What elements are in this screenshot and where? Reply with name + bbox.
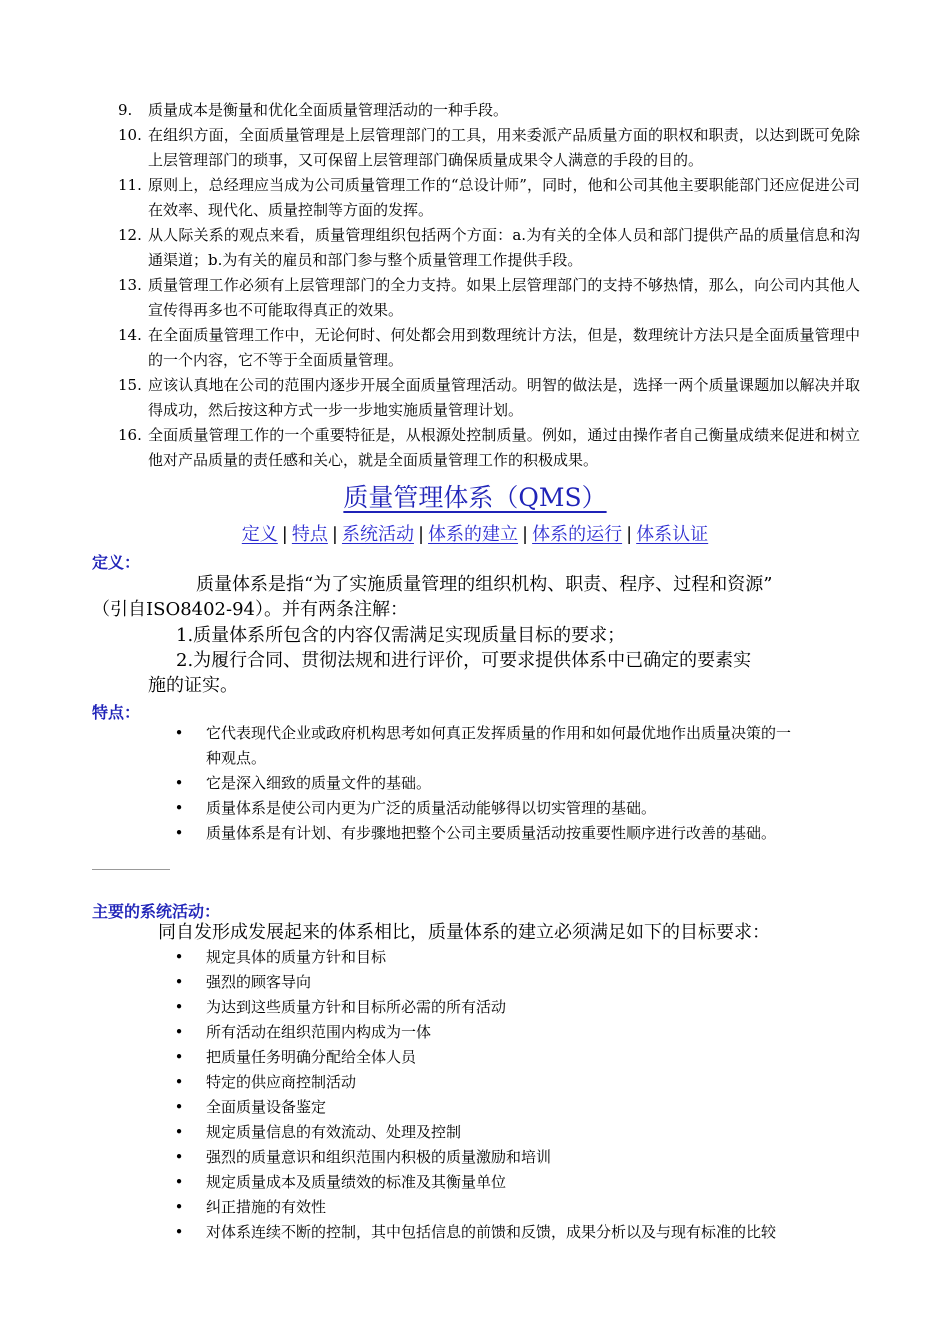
bullet-icon: •: [174, 1223, 184, 1241]
activities-intro: 同自发形成发展起来的体系相比，质量体系的建立必须满足如下的目标要求：: [158, 922, 770, 943]
definition-intro-line1: 质量体系是指“为了实施质量管理的组织机构、职责、程序、过程和资源”: [196, 574, 773, 595]
nav-link-features[interactable]: 特点: [291, 524, 328, 545]
definition-note-2-line1: 2.为履行合同、贯彻法规和进行评价，可要求提供体系中已确定的要素实: [176, 650, 752, 671]
bullet-icon: •: [174, 799, 184, 817]
features-list: [0, 721, 950, 846]
definition-note-1: 1.质量体系所包含的内容仅需满足实现质量目标的要求；: [176, 625, 626, 646]
list-item: 15. 应该认真地在公司的范围内逐步开展全面质量管理活动。明智的做法是，选择一两个质量课题加以解决并取得成功，然后按这种方式一步一步地实施质量管理计划。: [118, 376, 860, 419]
list-item: 10. 在组织方面，全面质量管理是上层管理部门的工具，用来委派产品质量方面的职权和职责，以达到既可免除上层管理部门的琐事，又可保留上层管理部门确保质量成果令人满意的手段的目的。: [118, 126, 860, 169]
bullet-icon: •: [174, 1198, 184, 1216]
bullet-icon: •: [174, 1048, 184, 1066]
bullet-icon: •: [174, 1098, 184, 1116]
bullet-icon: •: [174, 973, 184, 991]
list-item: • 规定质量信息的有效流动、处理及控制: [206, 1120, 804, 1145]
nav-link-operation[interactable]: 体系的运行: [532, 524, 623, 545]
list-item: 14. 在全面质量管理工作中，无论何时、何处都会用到数理统计方法，但是，数理统计方法只是全面质量管理中的一个内容，它不等于全面质量管理。: [118, 326, 860, 369]
bullet-icon: •: [174, 1123, 184, 1141]
nav-link-certification[interactable]: 体系认证: [636, 524, 709, 545]
definition-note-2-line2: 施的证实。: [148, 675, 238, 696]
divider: [92, 869, 170, 870]
list-item: • 它是深入细致的质量文件的基础。: [206, 771, 804, 796]
list-item: • 特定的供应商控制活动: [206, 1070, 804, 1095]
list-item: • 为达到这些质量方针和目标所必需的所有活动: [206, 995, 804, 1020]
activities-list: [0, 945, 950, 1245]
list-item: • 强烈的质量意识和组织范围内积极的质量激励和培训: [206, 1145, 804, 1170]
features-heading: 特点：: [92, 703, 141, 722]
list-item: • 规定具体的质量方针和目标: [206, 945, 804, 970]
list-item: • 质量体系是有计划、有步骤地把整个公司主要质量活动按重要性顺序进行改善的基础。: [206, 821, 804, 846]
list-item: • 纠正措施的有效性: [206, 1195, 804, 1220]
list-item: • 所有活动在组织范围内构成为一体: [206, 1020, 804, 1045]
list-item: • 质量体系是使公司内更为广泛的质量活动能够得以切实管理的基础。: [206, 796, 804, 821]
list-item: 16. 全面质量管理工作的一个重要特征是，从根源处控制质量。例如，通过由操作者自己衡量成绩来促进和树立他对产品质量的责任感和关心，就是全面质量管理工作的积极成果。: [118, 426, 860, 469]
section-nav: 定义 | 特点 | 系统活动 | 体系的建立 | 体系的运行 | 体系认证: [241, 524, 709, 545]
list-item: 12. 从人际关系的观点来看，质量管理组织包括两个方面：a.为有关的全体人员和部门提供产品的质量信息和沟通渠道；b.为有关的雇员和部门参与整个质量管理工作提供手段。: [118, 226, 860, 269]
qms-section-title: 质量管理体系（QMS）: [343, 483, 607, 512]
nav-link-establishment[interactable]: 体系的建立: [428, 524, 519, 545]
bullet-icon: •: [174, 1148, 184, 1166]
bullet-icon: •: [174, 998, 184, 1016]
list-item: • 对体系连续不断的控制，其中包括信息的前馈和反馈，成果分析以及与现有标准的比较: [206, 1220, 804, 1245]
list-item: 13. 质量管理工作必须有上层管理部门的全力支持。如果上层管理部门的支持不够热情，那么，向公司内其他人宣传得再多也不可能取得真正的效果。: [118, 276, 860, 319]
bullet-icon: •: [174, 724, 184, 742]
nav-link-definition[interactable]: 定义: [241, 524, 278, 545]
activities-heading: 主要的系统活动：: [92, 902, 221, 921]
bullet-icon: •: [174, 1023, 184, 1041]
list-item: • 规定质量成本及质量绩效的标准及其衡量单位: [206, 1170, 804, 1195]
list-item: • 强烈的顾客导向: [206, 970, 804, 995]
list-item: • 它代表现代企业或政府机构思考如何真正发挥质量的作用和如何最优地作出质量决策的一种观点。: [206, 721, 804, 771]
bullet-icon: •: [174, 774, 184, 792]
bullet-icon: •: [174, 1173, 184, 1191]
definition-heading: 定义：: [92, 553, 141, 572]
list-item: • 全面质量设备鉴定: [206, 1095, 804, 1120]
bullet-icon: •: [174, 1073, 184, 1091]
list-item: • 把质量任务明确分配给全体人员: [206, 1045, 804, 1070]
bullet-icon: •: [174, 824, 184, 842]
list-item: 9. 质量成本是衡量和优化全面质量管理活动的一种手段。: [118, 101, 509, 119]
nav-link-system-activities[interactable]: 系统活动: [341, 524, 414, 545]
definition-intro-line2: （引自ISO8402-94）。并有两条注解：: [92, 599, 408, 620]
list-item: 11. 原则上，总经理应当成为公司质量管理工作的“总设计师”，同时，他和公司其他主要职能部门还应促进公司在效率、现代化、质量控制等方面的发挥。: [118, 176, 860, 219]
numbered-principles-list: [0, 98, 950, 473]
bullet-icon: •: [174, 948, 184, 966]
